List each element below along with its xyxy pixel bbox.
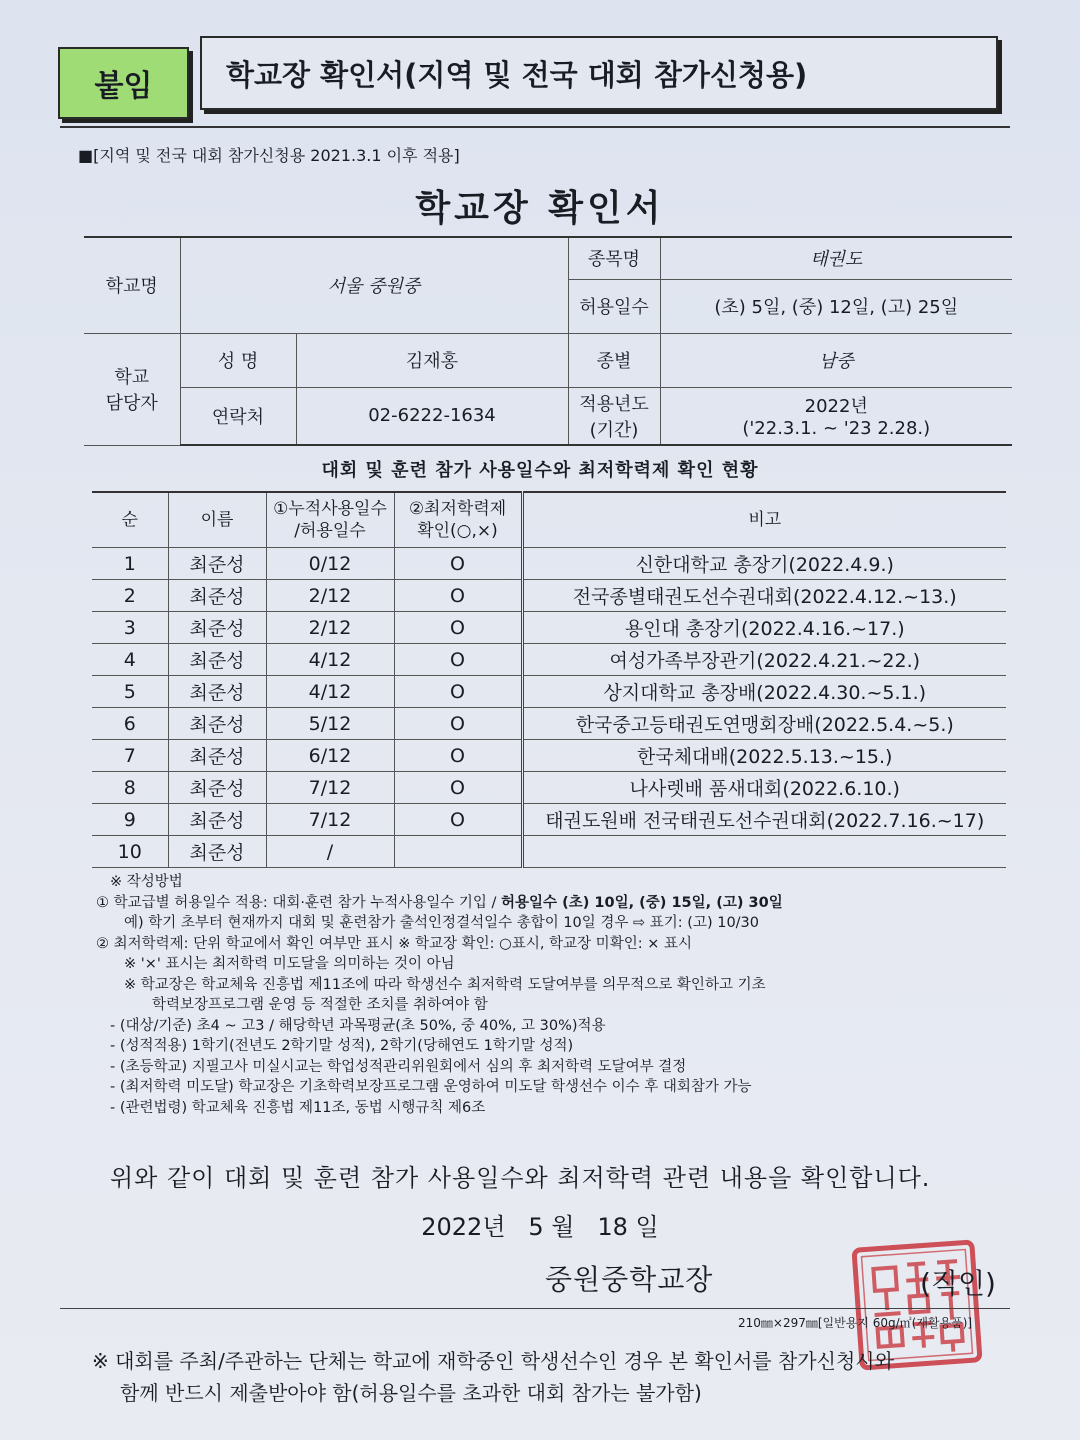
issue-date: 2022년 5 월 18 일 <box>421 1213 659 1241</box>
year-label-line1: 적용년도 <box>579 393 649 415</box>
manager-label-line1: 학교 <box>114 367 150 388</box>
row-days: 6/12 <box>266 740 394 772</box>
row-days: / <box>266 836 394 868</box>
principal-title: 중원중학교장 <box>545 1263 714 1296</box>
manager-label <box>84 333 180 445</box>
row-note: 태권도원배 전국태권도선수권대회(2022.7.16.~17) <box>522 804 1006 836</box>
instruction-line: ※ 학교장은 학교체육 진흥법 제11조에 따라 학생선수 최저학력 도달여부를 의무적으로 확인하고 기초 <box>124 976 766 993</box>
info-table <box>84 236 1012 446</box>
row-days: 2/12 <box>266 580 394 612</box>
row-name: 최준성 <box>168 548 266 580</box>
row-days: 0/12 <box>266 548 394 580</box>
seal-label: (직인) <box>920 1267 996 1300</box>
instruction-line: - (대상/기준) 초4 ~ 고3 / 해당학년 과목평균(초 50%, 중 40%, 고 30%)적용 <box>110 1017 606 1034</box>
row-name: 최준성 <box>168 580 266 612</box>
row-days: 5/12 <box>266 708 394 740</box>
row-check: O <box>394 740 522 772</box>
table-row <box>92 772 1006 804</box>
table-row <box>92 612 1006 644</box>
col-note-header: 비고 <box>522 492 1006 548</box>
table-row <box>92 804 1006 836</box>
table-row <box>92 708 1006 740</box>
name-value: 김재홍 <box>296 333 568 387</box>
instruction-bold: 허용일수 (초) 10일, (중) 15일, (고) 30일 <box>501 894 783 911</box>
row-check: O <box>394 612 522 644</box>
allowed-days-label: 허용일수 <box>568 279 660 333</box>
year-value-line1: 2022년 <box>804 396 868 418</box>
instruction-line: - (초등학교) 지필고사 미실시교는 학업성적관리위원회에서 심의 후 최저학력 도달여부 결정 <box>110 1058 687 1075</box>
table-header-row <box>92 492 1006 548</box>
row-number: 2 <box>92 580 168 612</box>
contact-value: 02-6222-1634 <box>296 387 568 445</box>
row-name: 최준성 <box>168 804 266 836</box>
row-name: 최준성 <box>168 708 266 740</box>
row-number: 8 <box>92 772 168 804</box>
instruction-line: - (성적적용) 1학기(전년도 2학기말 성적), 2학기(당해연도 1학기말 성적) <box>110 1038 574 1054</box>
instruction-line: 학력보장프로그램 운영 등 적절한 조치를 취하여야 함 <box>152 997 488 1013</box>
footnote <box>92 1345 1022 1409</box>
row-note: 신한대학교 총장기(2022.4.9.) <box>522 548 1006 580</box>
confirmation-statement: 위와 같이 대회 및 훈련 참가 사용일수와 최저학력 관련 내용을 확인합니다. <box>110 1164 931 1192</box>
year-value-line2: ('22.3.1. ~ '23 2.28.) <box>742 418 931 440</box>
row-check: O <box>394 644 522 676</box>
table-row <box>92 836 1006 868</box>
instruction-line: ※ '×' 표시는 최저학력 미도달을 의미하는 것이 아님 <box>124 956 455 972</box>
footnote-line2: 함께 반드시 제출받아야 함(허용일수를 초과한 대회 참가는 불가함) <box>120 1381 702 1405</box>
header-divider <box>60 126 1010 128</box>
col-days-header-line1: ①누적사용일수 <box>273 499 387 519</box>
instruction-line: 예) 학기 초부터 현재까지 대회 및 훈련참가 출석인정결석일수 총합이 10일 경우 ⇨ 표기: (고) 10/30 <box>124 915 760 931</box>
row-check: O <box>394 548 522 580</box>
participation-table <box>92 491 1006 868</box>
row-days: 7/12 <box>266 772 394 804</box>
row-check <box>394 836 522 868</box>
row-name: 최준성 <box>168 740 266 772</box>
row-number: 10 <box>92 836 168 868</box>
row-number: 6 <box>92 708 168 740</box>
heading-box: 학교장 확인서(지역 및 전국 대회 참가신청용) <box>200 36 998 110</box>
footnote-line1: ※ 대회를 주최/주관하는 단체는 학교에 재학중인 학생선수인 경우 본 확인서를 참가신청시와 <box>92 1349 894 1373</box>
col-check-header-line1: ②최저학력제 <box>408 499 507 519</box>
row-days: 7/12 <box>266 804 394 836</box>
col-days-header <box>266 492 394 548</box>
instruction-text: ① 학교급별 허용일수 적용: 대회·훈련 참가 누적사용일수 기입 / <box>96 894 502 911</box>
row-note: 나사렛배 품새대회(2022.6.10.) <box>522 772 1006 804</box>
row-name: 최준성 <box>168 644 266 676</box>
col-days-header-line2: /허용일수 <box>294 521 366 541</box>
category-value: 남중 <box>660 333 1012 387</box>
allowed-days-value: (초) 5일, (중) 12일, (고) 25일 <box>660 279 1012 333</box>
row-number: 7 <box>92 740 168 772</box>
row-name: 최준성 <box>168 676 266 708</box>
instructions <box>96 872 1016 1118</box>
paper-spec: 210㎜×297㎜[일반용지 60g/㎡(재활용품)] <box>738 1316 973 1330</box>
name-label: 성 명 <box>180 333 296 387</box>
row-check: O <box>394 804 522 836</box>
row-days: 4/12 <box>266 676 394 708</box>
row-note: 한국중고등태권도연맹회장배(2022.5.4.~5.) <box>522 708 1006 740</box>
row-number: 3 <box>92 612 168 644</box>
row-number: 5 <box>92 676 168 708</box>
row-days: 4/12 <box>266 644 394 676</box>
col-check-header-line2: 확인(○,×) <box>417 521 498 541</box>
usage-notice: ■[지역 및 전국 대회 참가신청용 2021.3.1 이후 적용] <box>78 146 460 165</box>
col-no-header: 순 <box>92 492 168 548</box>
col-check-header <box>394 492 522 548</box>
row-note: 용인대 총장기(2022.4.16.~17.) <box>522 612 1006 644</box>
table-row <box>92 548 1006 580</box>
status-title: 대회 및 훈련 참가 사용일수와 최저학력제 확인 현황 <box>321 460 759 481</box>
contact-label: 연락처 <box>180 387 296 445</box>
row-name: 최준성 <box>168 612 266 644</box>
instruction-line <box>96 893 1016 914</box>
year-label-line2: (기간) <box>589 419 639 441</box>
document-title: 학교장 확인서 <box>415 188 665 229</box>
row-check: O <box>394 676 522 708</box>
school-label: 학교명 <box>84 237 180 333</box>
table-row <box>92 580 1006 612</box>
row-note: 여성가족부장관기(2022.4.21.~22.) <box>522 644 1006 676</box>
table-row <box>92 644 1006 676</box>
row-note: 상지대학교 총장배(2022.4.30.~5.1.) <box>522 676 1006 708</box>
manager-label-line2: 담당자 <box>105 393 158 414</box>
row-note: 전국종별태권도선수권대회(2022.4.12.~13.) <box>522 580 1006 612</box>
table-row <box>92 740 1006 772</box>
category-label: 종별 <box>568 333 660 387</box>
row-number: 9 <box>92 804 168 836</box>
row-note <box>522 836 1006 868</box>
attachment-tag: 붙임 <box>58 47 189 119</box>
instructions-title: ※ 작성방법 <box>110 874 183 890</box>
instruction-line: ② 최저학력제: 단위 학교에서 확인 여부만 표시 ※ 학교장 확인: ○표시, 학교장 미확인: × 표시 <box>96 935 692 952</box>
row-check: O <box>394 772 522 804</box>
row-name: 최준성 <box>168 772 266 804</box>
instruction-line: - (최저학력 미도달) 학교장은 기초학력보장프로그램 운영하여 미도달 학생선수 이수 후 대회참가 가능 <box>110 1079 752 1095</box>
instruction-line: - (관련법령) 학교체육 진흥법 제11조, 동법 시행규칙 제6조 <box>110 1099 486 1116</box>
year-value <box>660 387 1012 445</box>
row-check: O <box>394 580 522 612</box>
year-label <box>568 387 660 445</box>
row-name: 최준성 <box>168 836 266 868</box>
footer-divider <box>60 1308 1010 1309</box>
sport-label: 종목명 <box>568 237 660 279</box>
row-days: 2/12 <box>266 612 394 644</box>
row-note: 한국체대배(2022.5.13.~15.) <box>522 740 1006 772</box>
row-number: 1 <box>92 548 168 580</box>
row-number: 4 <box>92 644 168 676</box>
school-value: 서울 중원중 <box>180 237 568 333</box>
table-row <box>92 676 1006 708</box>
sport-value: 태권도 <box>660 237 1012 279</box>
col-name-header: 이름 <box>168 492 266 548</box>
row-check: O <box>394 708 522 740</box>
